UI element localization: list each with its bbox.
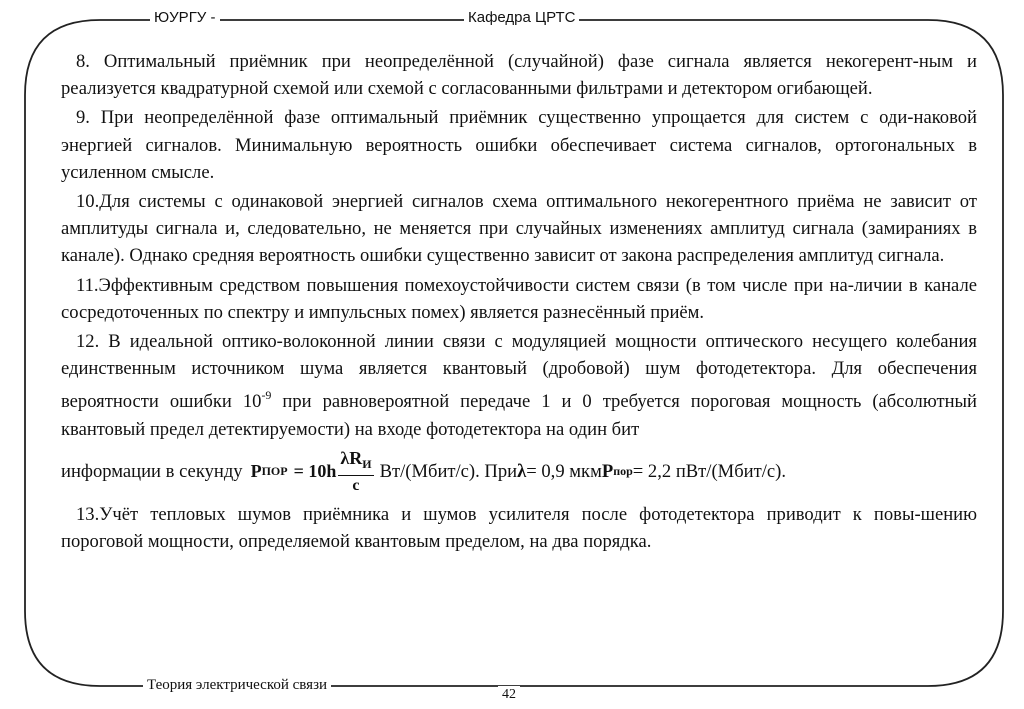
formula-numerator (338, 448, 373, 476)
header-university: ЮУРГУ - (150, 9, 220, 27)
formula-line-start: информации в секунду (61, 461, 243, 483)
paragraph-12-text-a: 12. В идеальной оптико-волоконной линии связи с модуляцией мощности оптического несущего колебания единственным источником шума является квантовый (дробовой) шум фотодетектора. Для обеспечения вероятности ошибки 10 (61, 331, 977, 413)
header-department: Кафедра ЦРТС (464, 9, 579, 27)
power-symbol: P (601, 461, 614, 483)
exponent: -9 (261, 388, 272, 403)
formula-numerator-text: λR (340, 447, 363, 468)
formula-line (61, 443, 977, 501)
formula-denominator: c (352, 476, 360, 494)
power-subscript: пор (613, 464, 633, 479)
power-value: = 2,2 пВт/(Мбит/с). (632, 461, 786, 483)
paragraph-9: 9. При неопределённой фазе оптимальный приёмник существенно упрощается для систем с оди-наковой энергией сигналов. Минимальную вероятность ошибки обеспечивает система сигналов, ортогональных в усиленном смысле. (61, 107, 977, 183)
page-number: 42 (498, 686, 520, 704)
lambda-symbol: λ (517, 461, 527, 483)
formula-fraction (338, 448, 373, 496)
footer-course-title: Теория электрической связи (143, 676, 331, 694)
formula-equals: = 10h (293, 461, 337, 482)
paragraph-13: 13.Учёт тепловых шумов приёмника и шумов усилителя после фотодетектора приводит к повы-шению пороговой мощности, определяемой квантовым пределом, на два порядка. (61, 503, 977, 553)
paragraph-10: 10.Для системы с одинаковой энергией сигналов схема оптимального некогерентного приёма не зависит от амплитуды сигнала и, следовательно, не меняется при случайных изменениях амплитуд сигнала (замираниях в канале). Однако средняя вероятность ошибки существенно зависит от закона распределения амплитуд сигнала. (61, 191, 977, 267)
paragraph-11: 11.Эффективным средством повышения помехоустойчивости систем связи (в том числе при на-личии в канале сосредоточенных по спектру и импульсных помех) является разнесённый приём. (61, 274, 977, 323)
formula-after-text: Вт/(Мбит/с). При (379, 461, 518, 483)
paragraph-12 (61, 328, 977, 443)
formula-p-subscript: ПОР (261, 464, 288, 479)
threshold-power-formula (251, 448, 374, 496)
formula-p: P (250, 461, 262, 482)
lambda-value: = 0,9 мкм (526, 461, 602, 483)
paragraph-8: 8. Оптимальный приёмник при неопределённой (случайной) фазе сигнала является некогерент-ным и реализуется квадратурной схемой или схемой с согласованными фильтрами и детектором огибающей. (61, 51, 977, 100)
paragraph-12-text-b: при равновероятной передаче 1 и 0 требуется пороговая мощность (абсолютный квантовый предел детектируемости) на входе фотодетектора на один бит (61, 391, 977, 440)
formula-numerator-subscript: И (362, 456, 372, 471)
slide-content (61, 48, 977, 555)
